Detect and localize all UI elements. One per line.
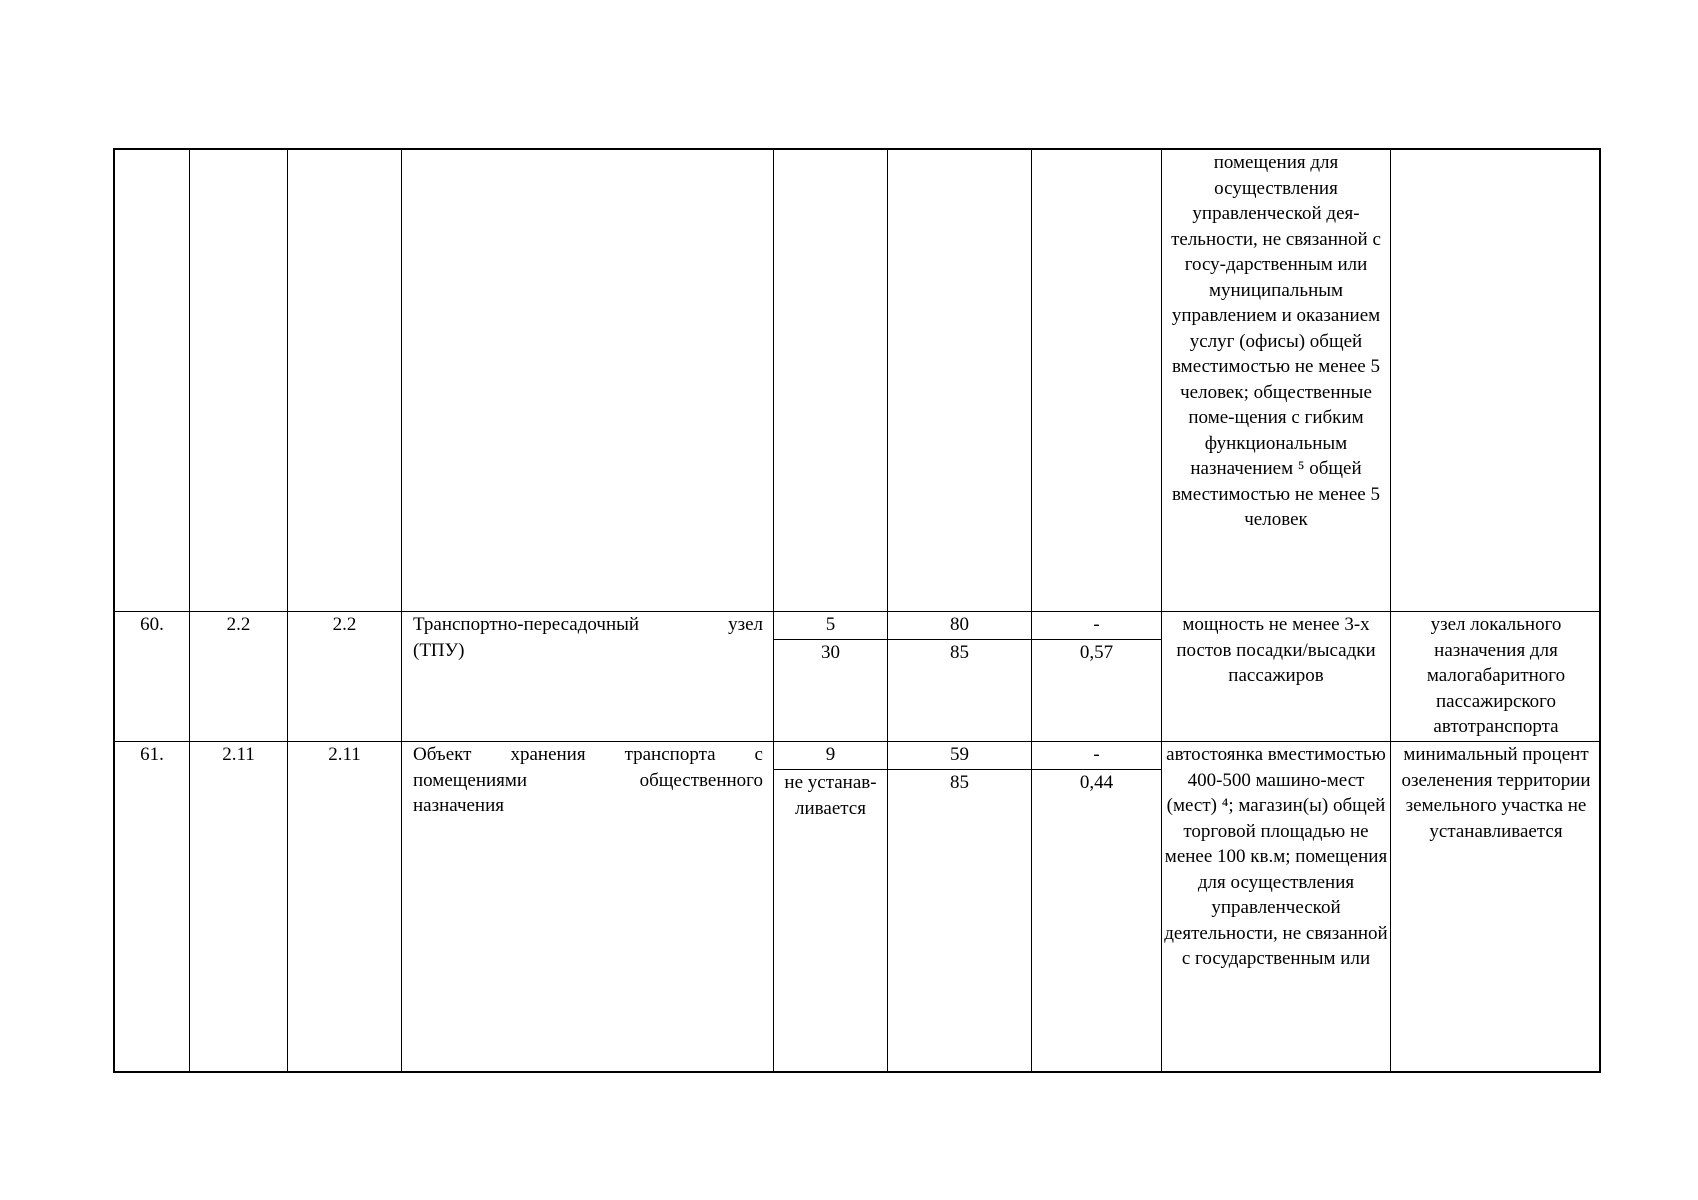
table-cell-value: 30	[821, 642, 840, 663]
object-name-line: (ТПУ)	[413, 639, 465, 661]
table-cell-value: 85	[950, 772, 969, 793]
document-table	[113, 148, 1601, 1073]
object-name-line: Объект хранения транспорта с	[413, 744, 763, 765]
table-cell-value: 9	[825, 744, 836, 765]
table-cell-notes: мощность не менее 3-х постов посадки/высадки пассажиров	[1176, 614, 1376, 686]
table-cell-object-name	[413, 742, 763, 819]
table-cell-value: 0,57	[1079, 642, 1114, 663]
object-name-line: назначения	[413, 795, 505, 816]
table-cell-code: 2.11	[328, 744, 361, 765]
table-cell-code: 2.2	[332, 614, 357, 635]
table-cell-code: 2.11	[222, 744, 255, 765]
table-cell-value: 5	[825, 614, 836, 635]
table-cell-value: 0,44	[1079, 772, 1114, 793]
table-cell-notes: автостоянка вместимостью 400-500 машино-мест (мест) ⁴; магазин(ы) общей торговой площадью не менее 100 кв.м; помещения для осуществления управленческой деятельности, не связанной с государственным или	[1164, 744, 1388, 969]
table-cell-value: 59	[950, 744, 969, 765]
table-cell-value: -	[1093, 744, 1100, 765]
table-cell-extra: минимальный процент озеленения территории земельного участка не устанавливается	[1401, 744, 1591, 842]
table-cell-value: 80	[950, 614, 969, 635]
table-cell-number: 61.	[140, 744, 164, 765]
table-cell-value: не устанав-ливается	[784, 772, 877, 819]
object-name-line: Транспортно-пересадочный узел	[413, 614, 763, 635]
table-cell-notes-continued: помещения для осуществления управленческой дея-тельности, не связанной с госу-дарственным или муниципальным управлением и оказанием услуг (офисы) общей вместимостью не менее 5 человек; общественные поме-щения с гибким функциональным назначением ⁵ общей вместимостью не менее 5 человек	[1171, 152, 1381, 530]
table-cell-code: 2.2	[226, 614, 251, 635]
table-cell-number: 60.	[140, 614, 164, 635]
table-cell-extra: узел локального назначения для малогабаритного пассажирского автотранспорта	[1426, 614, 1566, 737]
table-cell-object-name	[413, 612, 763, 663]
table-cell-value: -	[1093, 614, 1100, 635]
table-cell-value: 85	[950, 642, 969, 663]
object-name-line: помещениями общественного	[413, 769, 763, 791]
